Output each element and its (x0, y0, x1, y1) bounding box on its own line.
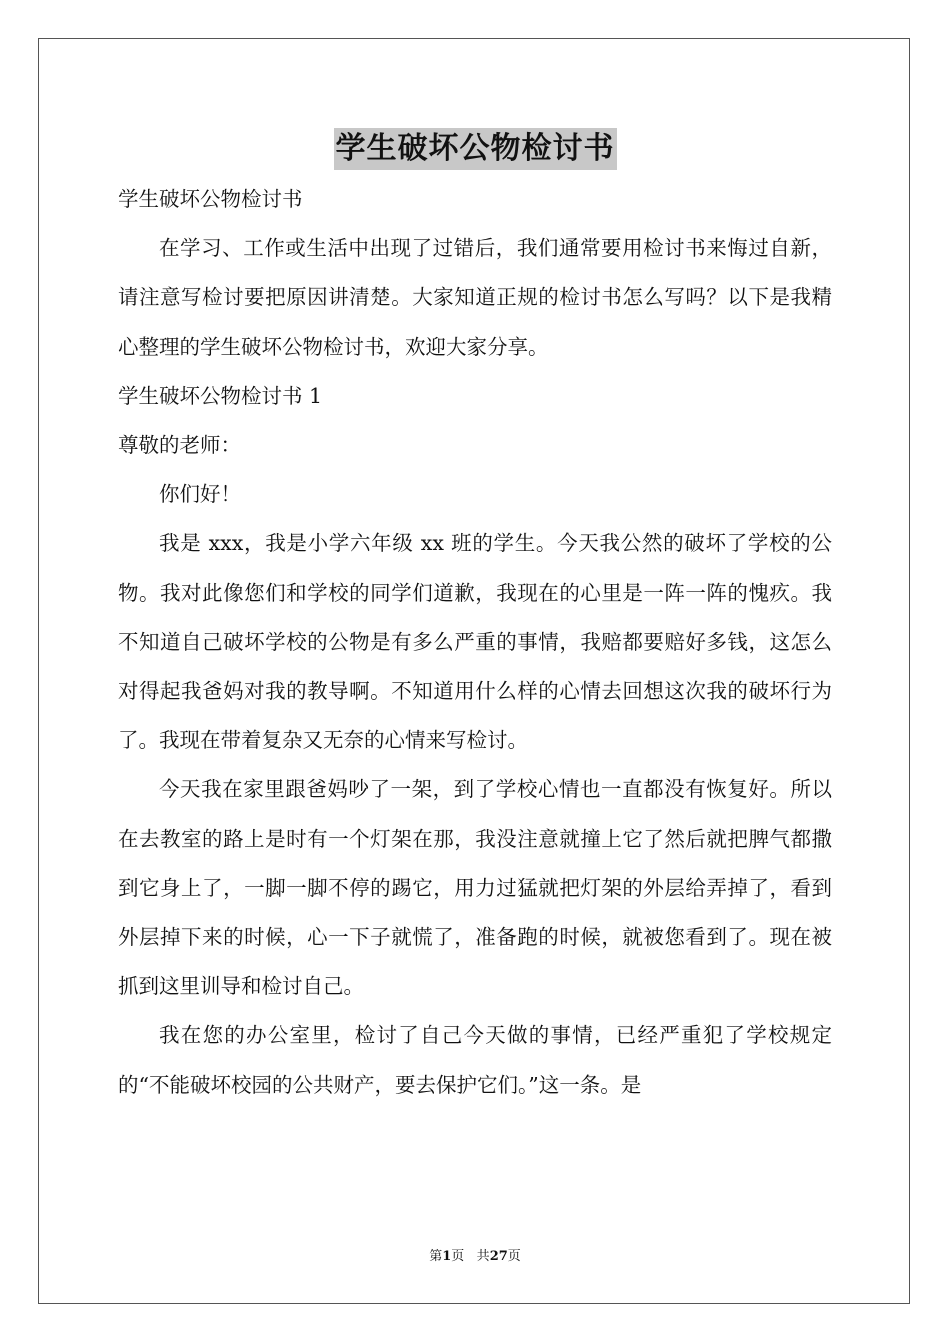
paragraph: 今天我在家里跟爸妈吵了一架，到了学校心情也一直都没有恢复好。所以在去教室的路上是时有一个灯架在那，我没注意就撞上它了然后就把脾气都撒到它身上了，一脚一脚不停的踢它，用力过猛就把灯架的外层给弄掉了，看到外层掉下来的时候，心一下子就慌了，准备跑的时候，就被您看到了。现在被抓到这里训导和检讨自己。 (118, 777, 832, 999)
paragraph: 尊敬的老师： (118, 433, 241, 458)
paragraph: 学生破坏公物检讨书 1 (118, 383, 323, 408)
page-footer (0, 1248, 950, 1266)
paragraph: 我是 xxx，我是小学六年级 xx 班的学生。今天我公然的破坏了学校的公物。我对此像您们和学校的同学们道歉，我现在的心里是一阵一阵的愧疚。我不知道自己破坏学校的公物是有多么严重的事情，我赔都要赔好多钱，这怎么对得起我爸妈对我的教导啊。不知道用什么样的心情去回想这次我的破坏行为了。我现在带着复杂又无奈的心情来写检讨。 (118, 531, 832, 753)
footer-total-unit: 页 (507, 1249, 521, 1264)
paragraph: 我在您的办公室里，检讨了自己今天做的事情，已经严重犯了学校规定的“不能破坏校园的公共财产，要去保护它们。”这一条。是 (118, 1023, 832, 1097)
current-page-number: 1 (442, 1249, 452, 1264)
title-container (0, 128, 950, 170)
document-title: 学生破坏公物检讨书 (334, 128, 617, 170)
total-page-count: 27 (489, 1249, 508, 1264)
paragraph: 学生破坏公物检讨书 (118, 187, 303, 211)
paragraph: 你们好！ (159, 482, 241, 507)
footer-total-prefix: 共 (476, 1249, 490, 1264)
paragraph: 在学习、工作或生活中出现了过错后，我们通常要用检讨书来悔过自新，请注意写检讨要把原因讲清楚。大家知道正规的检讨书怎么写吗？以下是我精心整理的学生破坏公物检讨书，欢迎大家分享。 (118, 236, 832, 359)
footer-page-unit: 页 (451, 1249, 465, 1264)
footer-prefix: 第 (429, 1249, 443, 1264)
document-body (118, 175, 832, 1110)
